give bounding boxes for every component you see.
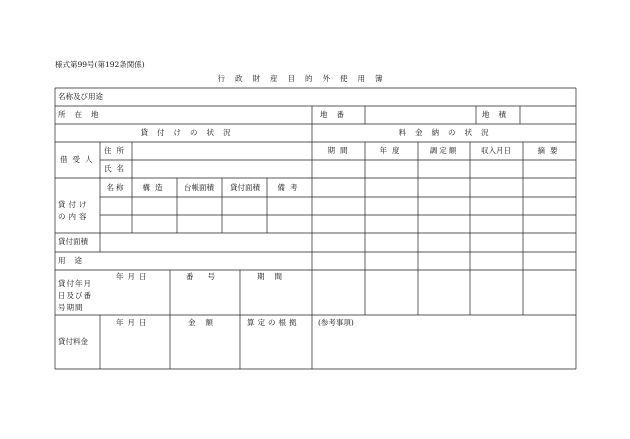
form-number: 様式第99号(第192条関係) — [55, 60, 145, 69]
reference-notes-label: (参考事項) — [318, 318, 354, 327]
content-col-name: 名称 — [106, 183, 126, 192]
content-col-structure: 構造 — [142, 183, 168, 192]
fee-status-header: 料金納の状況 — [398, 128, 498, 137]
content-col-notes: 備考 — [277, 183, 303, 192]
location-label: 所在地 — [58, 110, 108, 119]
page-title: 行政財産目的外使用簿 — [217, 74, 393, 83]
fee-col-received-date: 収入月日 — [481, 146, 511, 155]
content-col-ledger-area: 台帳面積 — [184, 183, 214, 192]
lending-status-header: 貸付けの状況 — [140, 128, 240, 137]
lending-date-label: 貸付年月日及び番号期間 — [58, 279, 92, 312]
fee-col-assessed: 調定額 — [429, 146, 459, 155]
fee-col-basis: 算定の根拠 — [247, 318, 300, 327]
chiseki-label: 地積 — [482, 110, 515, 119]
fee-col-period: 期間 — [327, 146, 353, 155]
name-label: 氏名 — [104, 164, 129, 173]
date-col-number: 番号 — [186, 272, 229, 281]
date-col-date: 年月日 — [116, 272, 151, 281]
fee-col-date: 年月日 — [116, 318, 151, 327]
usage-label: 用途 — [58, 256, 91, 265]
address-label: 住所 — [104, 146, 129, 155]
lending-fee-label: 貸付料金 — [58, 337, 88, 346]
date-col-period: 期間 — [257, 272, 292, 281]
lending-area-label: 貸付面積 — [58, 237, 88, 246]
content-col-lending-area: 貸付面積 — [230, 183, 260, 192]
fee-col-amount: 金額 — [188, 318, 223, 327]
borrower-label: 借受人 — [60, 155, 98, 164]
fee-col-remarks: 摘要 — [537, 146, 563, 155]
fee-col-year: 年度 — [379, 146, 405, 155]
name-use-label: 名称及び用途 — [58, 92, 103, 101]
lending-content-label: 貸付けの内容 — [58, 200, 90, 221]
chiban-label: 地番 — [320, 110, 353, 119]
